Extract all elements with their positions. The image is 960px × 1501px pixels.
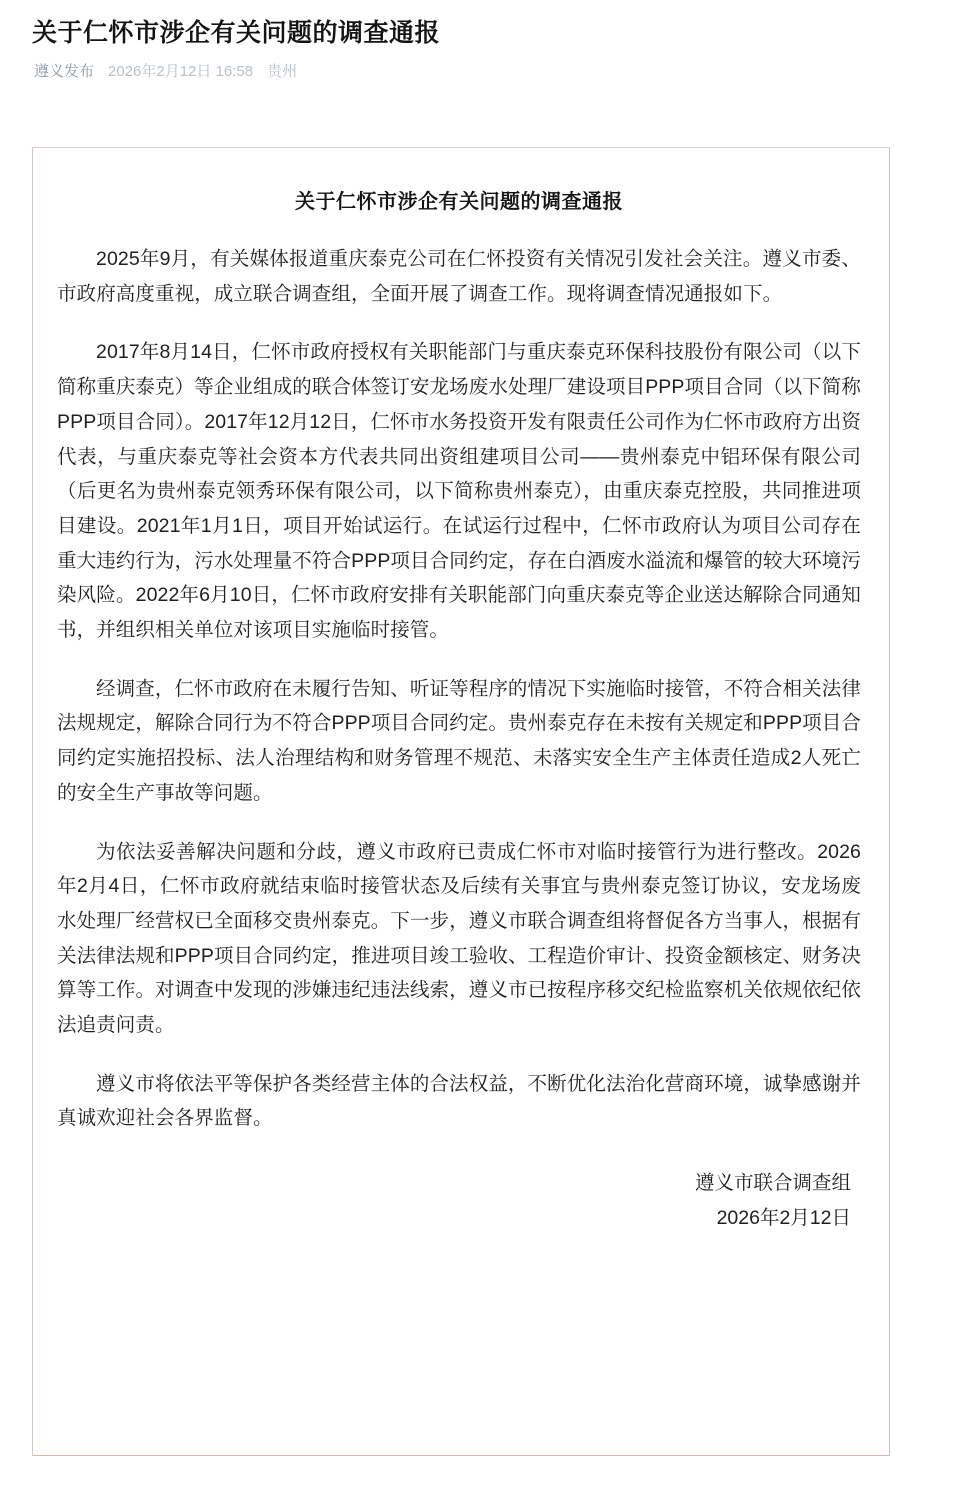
paragraph: 2017年8月14日，仁怀市政府授权有关职能部门与重庆泰克环保科技股份有限公司（以下简称重庆泰克）等企业组成的联合体签订安龙场废水处理厂建设项目PPP项目合同（以下简称PPP项目合同）。2017年12月12日，仁怀市水务投资开发有限责任公司作为仁怀市政府方出资代表，与重庆泰克等社会资本方代表共同出资组建项目公司——贵州泰克中铝环保有限公司（后更名为贵州泰克领秀环保有限公司，以下简称贵州泰克），由重庆泰克控股，共同推进项目建设。2021年1月1日，项目开始试运行。在试运行过程中，仁怀市政府认为项目公司存在重大违约行为，污水处理量不符合PPP项目合同约定，存在白酒废水溢流和爆管的较大环境污染风险。2022年6月10日，仁怀市政府安排有关职能部门向重庆泰克等企业送达解除合同通知书，并组织相关单位对该项目实施临时接管。 [57,341,861,642]
page-title: 关于仁怀市涉企有关问题的调查通报 [32,19,441,47]
signature-block [57,1166,861,1235]
signature-date: 2026年2月12日 [716,1206,851,1229]
paragraph: 经调查，仁怀市政府在未履行告知、听证等程序的情况下实施临时接管，不符合相关法律法规规定，解除合同行为不符合PPP项目合同约定。贵州泰克存在未按有关规定和PPP项目合同约定实施招投标、法人治理结构和财务管理不规范、未落实安全生产主体责任造成2人死亡的安全生产事故等问题。 [57,677,861,804]
article-meta [32,63,928,81]
document-body [57,242,861,1136]
paragraph: 遵义市将依法平等保护各类经营主体的合法权益，不断优化法治化营商环境，诚挚感谢并真诚欢迎社会各界监督。 [57,1072,861,1130]
meta-datetime: 2026年2月12日 16:58 [108,63,254,81]
page-header [0,0,960,81]
document-title: 关于仁怀市涉企有关问题的调查通报 [295,191,623,213]
paragraph: 为依法妥善解决问题和分歧，遵义市政府已责成仁怀市对临时接管行为进行整改。2026年2月4日，仁怀市政府就结束临时接管状态及后续有关事宜与贵州泰克签订协议，安龙场废水处理厂经营权已全面移交贵州泰克。下一步，遵义市联合调查组将督促各方当事人，根据有关法律法规和PPP项目合同约定，推进项目竣工验收、工程造价审计、投资金额核定、财务决算等工作。对调查中发现的涉嫌违纪违法线索，遵义市已按程序移交纪检监察机关依规依纪依法追责问责。 [57,840,861,1037]
meta-location: 贵州 [267,63,298,81]
paragraph: 2025年9月，有关媒体报道重庆泰克公司在仁怀投资有关情况引发社会关注。遵义市委、市政府高度重视，成立联合调查组，全面开展了调查工作。现将调查情况通报如下。 [57,248,861,305]
meta-source[interactable]: 遵义发布 [34,63,95,81]
signature-organization: 遵义市联合调查组 [694,1172,851,1195]
article-card [32,147,890,1456]
